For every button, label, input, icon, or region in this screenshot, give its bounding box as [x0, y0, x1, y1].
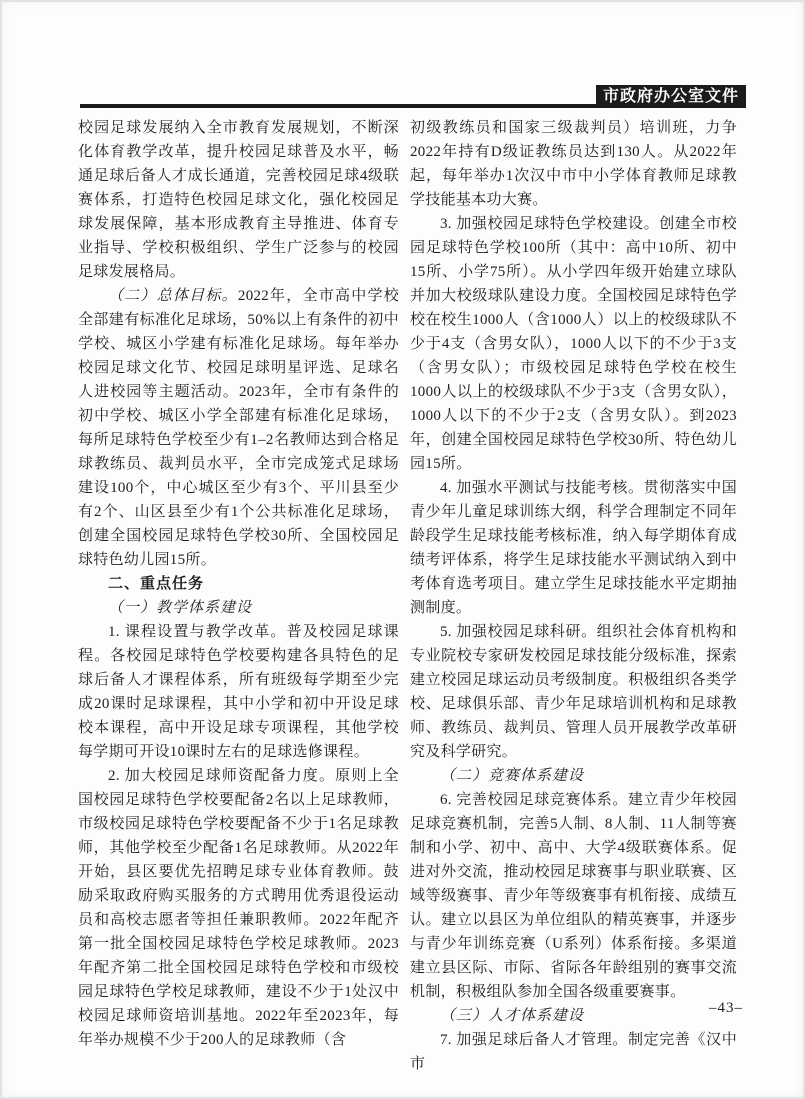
- paragraph: 6. 完善校园足球竞赛体系。建立青少年校园足球竞赛机制，完善5人制、8人制、11人制等赛制和小学、初中、高中、大学4级联赛体系。促进对外交流，推动校园足球赛事与职业联赛、区域等级赛事、青少年等级赛事有机衔接、成绩互认。建立以县区为单位组队的精英赛事，并逐步与青少年训练竞赛（U系列）体系衔接。多渠道建立县区际、市际、省际各年龄组别的赛事交流机制，积极组队参加全国各级重要赛事。: [410, 792, 737, 1000]
- subsection-heading: （二）竞赛体系建设: [440, 768, 585, 784]
- paragraph: 1. 课程设置与教学改革。普及校园足球课程。各校园足球特色学校要构建各具特色的足球后备人才课程体系，所有班级每学期至少完成20课时足球课程，其中小学和初中开设足球校本课程，高中开设足球专项课程，其他学校每学期可开设10课时左右的足球选修课程。: [78, 624, 399, 760]
- paragraph-lead: （二）总体目标。: [108, 288, 238, 304]
- paragraph: （二）总体目标。2022年，全市高中学校全部建有标准化足球场，50%以上有条件的初中学校、城区小学建有标准化足球场。每年举办校园足球文化节、校园足球明星评选、足球名人进校园等主题活动。2023年，全市有条件的初中学校、城区小学全部建有标准化足球场，每所足球特色学校至少有1–2名教师达到合格足球教练员、裁判员水平，全市完成笼式足球场建设100个，中心城区至少有3个、平川县至少有2个、山区县至少有1个公共标准化足球场，创建全国校园足球特色学校30所、全国校园足球特色幼儿园15所。: [78, 288, 399, 568]
- text-column-right: [410, 116, 737, 1076]
- paragraph: 3. 加强校园足球特色学校建设。创建全市校园足球特色学校100所（其中：高中10所、初中15所、小学75所）。从小学四年级开始建立球队并加大校级球队建设力度。全国校园足球特色学校在校生1000人（含1000人）以上的校级球队不少于4支（含男女队），1000人以下的不少于3支（含男女队）；市级校园足球特色学校在校生1000人以上的校级球队不少于3支（含男女队），1000人以下的不少于2支（含男女队）。到2023年，创建全国校园足球特色学校30所、特色幼儿园15所。: [410, 216, 737, 472]
- paragraph: 5. 加强校园足球科研。组织社会体育机构和专业院校专家研发校园足球技能分级标准，探索建立校园足球运动员考级制度。积极组织各类学校、足球俱乐部、青少年足球培训机构和足球教师、教练员、裁判员、管理人员开展教学改革研究及科学研究。: [410, 624, 737, 760]
- paragraph: 4. 加强水平测试与技能考核。贯彻落实中国青少年儿童足球训练大纲，科学合理制定不同年龄段学生足球技能考核标准，纳入每学期体育成绩考评体系，将学生足球技能水平测试纳入到中考体育选考项目。建立学生足球技能水平定期抽测制度。: [410, 480, 737, 616]
- doc-type-label: 市政府办公室文件: [596, 85, 746, 108]
- paragraph: 2. 加大校园足球师资配备力度。原则上全国校园足球特色学校要配备2名以上足球教师，市级校园足球特色学校要配备不少于1名足球教师，其他学校至少配备1名足球教师。从2022年开始，县区要优先招聘足球专业体育教师。鼓励采取政府购买服务的方式聘用优秀退役运动员和高校志愿者等担任兼职教师。2022年配齐第一批全国校园足球特色学校足球教师。2023年配齐第二批全国校园足球特色学校和市级校园足球特色学校足球教师，建设不少于1处汉中校园足球师资培训基地。2022年至2023年，每年举办规模不少于200人的足球教师（含: [78, 768, 399, 1048]
- paragraph: 校园足球发展纳入全市教育发展规划，不断深化体育教学改革，提升校园足球普及水平，畅通足球后备人才成长通道，完善校园足球4级联赛体系，打造特色校园足球文化，强化校园足球发展保障，基本形成教育主导推进、体育专业指导、学校积极组织、学生广泛参与的校园足球发展格局。: [78, 120, 399, 280]
- paragraph: 初级教练员和国家三级裁判员）培训班，力争2022年持有D级证教练员达到130人。从2022年起，每年举办1次汉中市中小学体育教师足球教学技能基本功大赛。: [410, 120, 737, 208]
- page-number: –43–: [709, 1000, 743, 1016]
- subsection-heading: （三）人才体系建设: [440, 1008, 585, 1024]
- header-rule: [80, 104, 612, 108]
- section-heading: 二、重点任务: [108, 575, 205, 592]
- subsection-heading: （一）教学体系建设: [108, 600, 253, 616]
- text-column-left: [78, 116, 399, 1052]
- paragraph: 7. 加强足球后备人才管理。制定完善《汉中市: [410, 1032, 737, 1072]
